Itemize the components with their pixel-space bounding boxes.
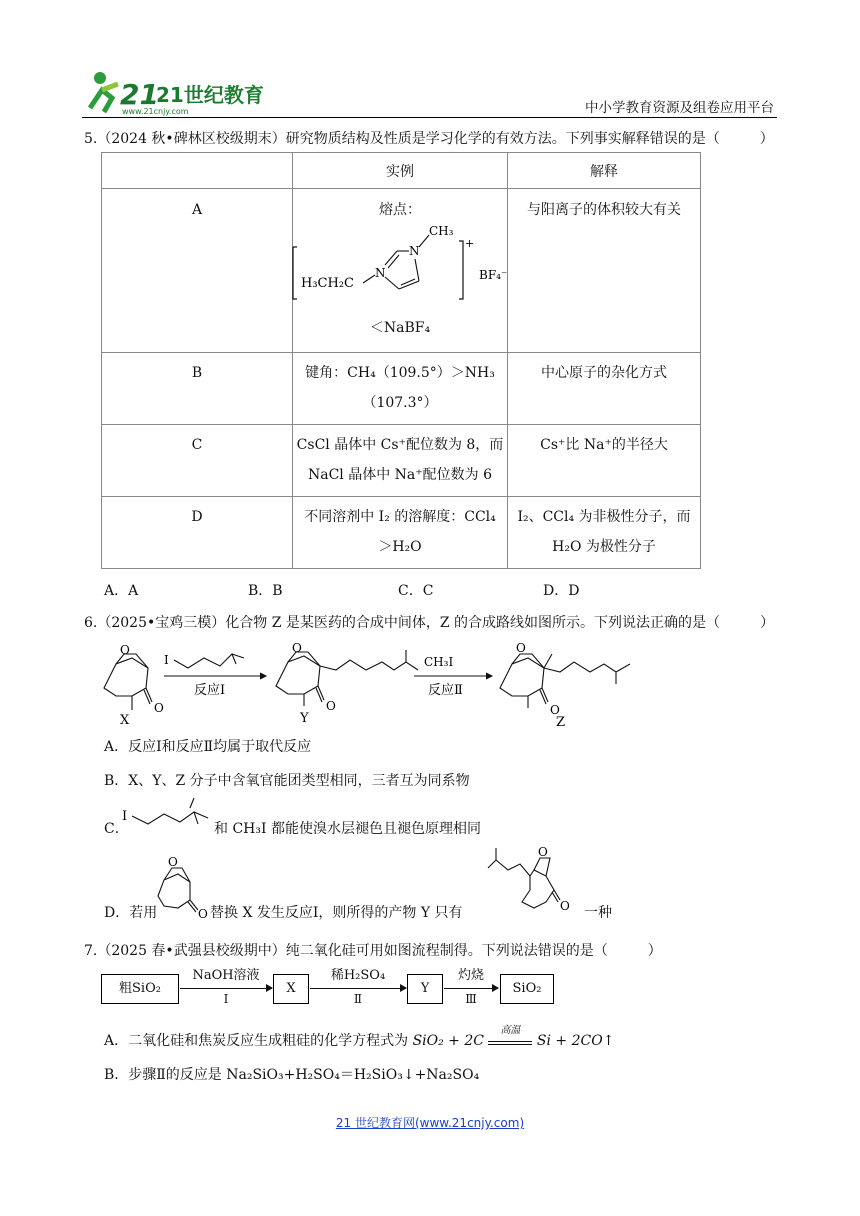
row-label: B: [191, 365, 203, 381]
logo-text: 21世纪教育: [156, 83, 264, 107]
logo: [82, 68, 264, 116]
row-label: C: [191, 437, 203, 453]
row-example-bottom: ＞H₂O: [378, 539, 422, 555]
row-example-top: 不同溶剂中 I₂ 的溶解度：CCl₄: [304, 509, 496, 525]
table-header-explain: 解释: [508, 153, 701, 189]
q6-option-c-label: C．: [104, 821, 129, 837]
footer-link[interactable]: 21 世纪教育网(www.21cnjy.com): [335, 1116, 525, 1130]
q7-option-a-text: A．二氧化硅和焦炭反应生成粗硅的化学方程式为: [104, 1033, 409, 1049]
q7-eq-cond-text: 高温: [500, 1025, 521, 1036]
flow-arrow-1: [180, 988, 272, 989]
row-explain: I₂、CCl₄ 为非极性分子，而: [517, 509, 691, 525]
logo-sub: www.21cnjy.com: [122, 107, 189, 116]
table-header-example: 实例: [293, 153, 508, 189]
row-explain: 与阳离子的体积较大有关: [527, 202, 681, 218]
dp-ether-o: O: [538, 845, 548, 859]
y-ether-o: O: [292, 641, 302, 655]
c-iodine: I: [122, 809, 128, 824]
q5-stem-text: 5.（2024 秋•碑林区校级期末）研究物质结构及性质是学习化学的有效方法。下列事实解释错误的是（: [84, 131, 720, 147]
row-example-bottom: NaCl 晶体中 Na⁺配位数为 6: [307, 467, 493, 483]
row-label: D: [191, 509, 203, 525]
imidazolium-structure: [293, 221, 507, 317]
reagent1-iodine: I: [164, 653, 169, 667]
q5-option-a[interactable]: A．A: [104, 583, 139, 599]
q6-option-d-reactant: [150, 850, 210, 920]
q6-option-d-text: 替换 X 发生反应Ⅰ，则所得的产物 Y 只有: [210, 905, 463, 921]
molecule-x: [104, 654, 152, 710]
row-example-top: 熔点：: [379, 202, 421, 218]
ethyl-label: H₃CH₂C: [301, 276, 354, 291]
q7-close: ）: [647, 943, 662, 959]
flow-box-y: Y: [407, 974, 443, 1004]
molecule-y: [276, 650, 418, 706]
q6-option-d-label: D．若用: [104, 905, 158, 921]
row-example-top: CsCl 晶体中 Cs⁺配位数为 8，而: [296, 437, 504, 453]
d-ether-o: O: [168, 855, 178, 869]
n-atom-1: N: [375, 266, 386, 280]
flow-arrow-3: [444, 988, 498, 989]
q6-close: ）: [760, 615, 775, 631]
flow-arrow-2: [310, 988, 406, 989]
flow-box-x: X: [273, 974, 309, 1004]
q6-option-c-structure: [120, 800, 216, 830]
table-header-empty: [102, 153, 293, 189]
q6-option-a[interactable]: A．反应Ⅰ和反应Ⅱ均属于取代反应: [104, 739, 312, 755]
row-label: A: [191, 202, 203, 218]
row-explain: 中心原子的杂化方式: [541, 365, 667, 381]
q5-option-d[interactable]: D．D: [543, 583, 580, 599]
flow-arrow-2-bottom: Ⅱ: [353, 992, 363, 1006]
row-example-bottom: ＜NaBF₄: [369, 320, 431, 336]
header-divider: [82, 117, 777, 118]
flow-arrow-2-top: 稀H₂SO₄: [330, 968, 386, 983]
label-x: X: [120, 713, 130, 728]
q5-table: [101, 152, 701, 569]
x-ether-o: O: [120, 643, 130, 657]
row-example-top: 键角：CH₄（109.5°）＞NH₃: [305, 365, 495, 381]
q5-close: ）: [759, 131, 774, 147]
cation-charge: +: [465, 237, 475, 250]
q7-eq-condition: [488, 1025, 532, 1045]
methyl-label: CH₃: [429, 224, 454, 238]
flow-arrow-3-bottom: Ⅲ: [465, 992, 477, 1006]
z-ketone-o: O: [550, 703, 560, 717]
row-explain: Cs⁺比 Na⁺的半径大: [540, 437, 668, 453]
q7-option-b[interactable]: B．步骤Ⅱ的反应是 Na₂SiO₃+H₂SO₄＝H₂SiO₃↓+Na₂SO₄: [104, 1067, 480, 1083]
reagent2-ch3i: CH₃I: [424, 655, 454, 669]
flow-box-pure-sio2: SiO₂: [500, 974, 554, 1004]
d-ketone-o: O: [198, 907, 208, 921]
n-atom-2: N: [409, 244, 420, 258]
reaction-1-label: 反应Ⅰ: [194, 683, 226, 698]
header-platform-text: 中小学教育资源及组卷应用平台: [585, 100, 774, 116]
q6-option-b[interactable]: B．X、Y、Z 分子中含氧官能团类型相同，三者互为同系物: [104, 773, 470, 789]
q6-option-c-text: 和 CH₃I 都能使溴水层褪色且褪色原理相同: [214, 821, 481, 837]
q6-synthesis-scheme: [96, 640, 636, 730]
q7-eq-left: SiO₂ + 2C: [412, 1033, 484, 1049]
table-row: [102, 353, 701, 425]
q6-stem-text: 6.（2025•宝鸡三模）化合物 Z 是某医药的合成中间体，Z 的合成路线如图所示。下列说法正确的是（: [84, 615, 721, 631]
q6-stem: [84, 612, 774, 632]
svg-text:21: 21: [120, 78, 159, 111]
x-ketone-o: O: [154, 701, 164, 715]
flow-arrow-3-top: 灼烧: [457, 968, 484, 983]
anion-label: BF₄⁻: [479, 268, 508, 282]
q7-eq-right: Si + 2CO↑: [536, 1033, 615, 1049]
molecule-z: [500, 654, 630, 708]
flow-arrow-1-top: NaOH溶液: [192, 968, 260, 983]
table-row: [102, 425, 701, 497]
row-explain-bottom: H₂O 为极性分子: [552, 539, 656, 555]
label-y: Y: [300, 711, 309, 726]
q5-stem: [84, 128, 774, 148]
flow-arrow-1-bottom: Ⅰ: [223, 992, 229, 1006]
z-ether-o: O: [516, 641, 526, 655]
q5-option-c[interactable]: C．C: [398, 583, 434, 599]
q7-option-a[interactable]: [104, 1025, 615, 1050]
q5-option-b[interactable]: B．B: [248, 583, 283, 599]
label-z: Z: [556, 715, 566, 730]
y-ketone-o: O: [326, 699, 336, 713]
dp-ketone-o: O: [560, 899, 570, 913]
q7-stem: [84, 940, 662, 960]
row-example-bottom: （107.3°）: [362, 395, 438, 411]
reagent1-chain: [174, 654, 244, 668]
q7-stem-text: 7.（2025 春•武强县校级期中）纯二氧化硅可用如图流程制得。下列说法错误的是（: [84, 943, 608, 959]
flow-box-crude-sio2: 粗SiO₂: [101, 974, 179, 1004]
reaction-2-label: 反应Ⅱ: [428, 683, 463, 698]
table-row: [102, 497, 701, 569]
table-row: [102, 189, 701, 353]
q6-option-d-product: [486, 846, 586, 918]
q6-option-d-suffix: 一种: [584, 905, 612, 921]
